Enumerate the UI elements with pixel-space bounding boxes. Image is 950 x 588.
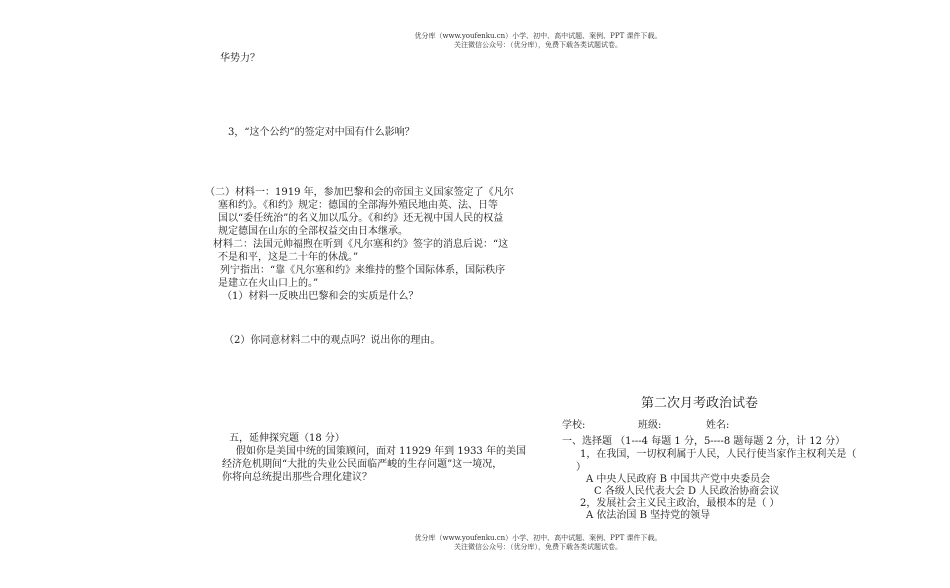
section-5-line-3: 你将向总统提出那些合理化建议？ [222,472,372,483]
sub-question-2: （2）你同意材料二中的观点吗？说出你的理由。 [224,335,441,346]
material-1-line-3: 国以“委任统治”的名义加以瓜分。《和约》还无视中国人民的权益 [218,213,504,224]
material-2-line-3: 列宁指出：“靠《凡尔塞和约》来维持的整个国际体系，国际秩序 [220,265,506,276]
section-5-title: 五，延伸探究题（18 分） [229,433,345,444]
header-line-1: 优分库（www.youfenku.cn）小学、初中、高中试题、案例、PPT 课件下载。 [414,32,662,40]
class-label: 班级: [638,420,662,431]
sub-question-1: （1）材料一反映出巴黎和会的实质是什么？ [222,291,419,302]
question-3: 3，“这个公约”的签定对中国有什么影响？ [228,127,415,138]
choice-question-1-options-ab: A 中央人民政府 B 中国共产党中央委员会 [586,474,771,485]
material-2-line-4: 是建立在火山口上的。” [218,278,319,289]
header-line-2: 关注微信公众号：（优分库），免费下载各类试题试卷。 [454,41,622,49]
section-5-line-2: 经济危机期间“大批的失业公民面临严峻的生存问题”这一境况， [222,459,503,470]
name-label: 姓名: [706,420,730,431]
material-1-line-4: 规定德国在山东的全部权益交由日本继承。 [218,226,408,237]
material-2-line-2: 不是和平，这是二十年的休战。” [218,252,359,263]
material-1-line-2: 塞和约》。《和约》规定：德国的全部海外殖民地由英、法、日等 [218,200,498,211]
footer-line-2: 关注微信公众号：（优分库），免费下载各类试题试卷。 [454,543,622,551]
exam-title: 第二次月考政治试卷 [641,396,759,411]
choice-question-1-paren: ） [576,462,586,473]
section-5-line-1: 假如你是美国中统的国策顾问，面对 11929 年到 1933 年的美国 [236,446,526,457]
school-label: 学校: [562,420,586,431]
material-2-line-1: 材料二：法国元帅福煦在听到《凡尔塞和约》签字的消息后说：“这 [213,239,509,250]
choice-question-2: 2，发展社会主义民主政治，最根本的是（ ） [580,498,780,509]
choice-question-2-options-ab: A 依法治国 B 坚持党的领导 [586,510,711,521]
footer-line-1: 优分库（www.youfenku.cn）小学、初中、高中试题、案例、PPT 课件下载。 [414,534,662,542]
continued-text: 华势力？ [220,53,260,64]
choice-question-1-options-cd: C 各级人民代表大会 D 人民政治协商会议 [594,486,780,497]
material-1-line-1: （二）材料一：1919 年，参加巴黎和会的帝国主义国家签定了《凡尔 [205,187,514,198]
section-1-title: 一、选择题 （1---4 每题 1 分，5----8 题每题 2 分，计 12 分） [562,436,846,447]
choice-question-1: 1，在我国，一切权利属于人民，人民行使当家作主权利关是（ [580,449,857,460]
